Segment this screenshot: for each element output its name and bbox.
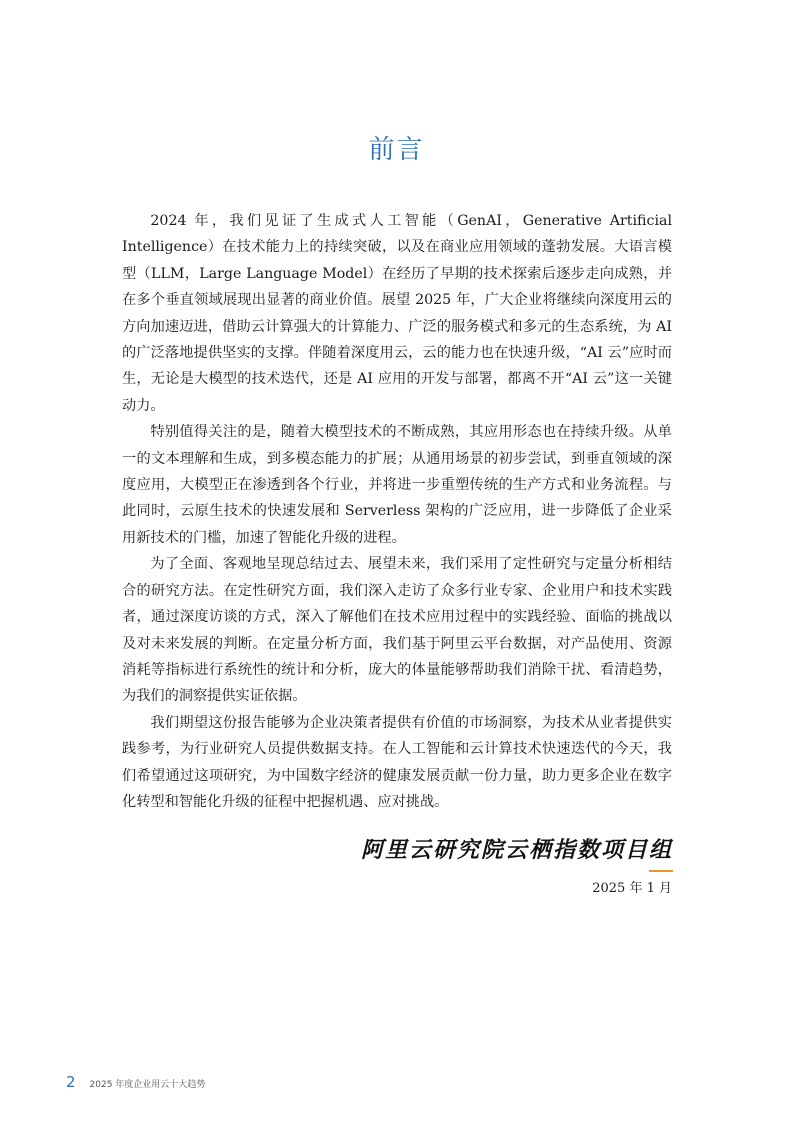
paragraph-4: 我们期望这份报告能够为企业决策者提供有价值的市场洞察，为技术从业者提供实践参考，为行业研究人员提供数据支持。在人工智能和云计算技术快速迭代的今天，我们希望通过这项研究，为中国数字经济的健康发展贡献一份力量，助力更多企业在数字化转型和智能化升级的征程中把握机遇、应对挑战。 (122, 714, 672, 810)
date: 2025 年 1 月 (592, 881, 672, 896)
paragraph-2: 特别值得关注的是，随着大模型技术的不断成熟，其应用形态也在持续升级。从单一的文本理解和生成，到多模态能力的扩展；从通用场景的初步尝试，到垂直领域的深度应用，大模型正在渗透到各个行业，并将进一步重塑传统的生产方式和业务流程。与此同时，云原生技术的快速发展和 Serverless 架构的广泛应用，进一步降低了企业采用新技术的门槛，加速了智能化升级的进程。 (122, 424, 672, 546)
footer-report-title: 2025 年度企业用云十大趋势 (89, 1080, 206, 1090)
signature: 阿里云研究院云栖指数项目组 (360, 837, 673, 863)
signature-accent-rule (649, 870, 673, 872)
paragraph-3: 为了全面、客观地呈现总结过去、展望未来，我们采用了定性研究与定量分析相结合的研究方法。在定性研究方面，我们深入走访了众多行业专家、企业用户和技术实践者，通过深度访谈的方式，深入了解他们在技术应用过程中的实践经验、面临的挑战以及对未来发展的判断。在定量分析方面，我们基于阿里云平台数据，对产品使用、资源消耗等指标进行系统性的统计和分析，庞大的体量能够帮助我们消除干扰、看清趋势，为我们的洞察提供实证依据。 (122, 556, 672, 705)
page-footer (66, 1073, 205, 1093)
page-title: 前言 (368, 135, 425, 166)
preface-body (122, 208, 672, 815)
paragraph-1: 2024 年，我们见证了生成式人工智能（GenAI，Generative Artificial Intelligence）在技术能力上的持续突破，以及在商业应用领域的蓬勃发展。大语言模型（LLM，Large Language Model）在经历了早期的技术探索后逐步走向成熟，并在多个垂直领域展现出显著的商业价值。展望 2025 年，广大企业将继续向深度用云的方向加速迈进，借助云计算强大的计算能力、广泛的服务模式和多元的生态系统，为 AI 的广泛落地提供坚实的支撑。伴随着深度用云，云的能力也在快速升级，“AI 云”应时而生，无论是大模型的技术迭代，还是 AI 应用的开发与部署，都离不开“AI 云”这一关键动力。 (122, 213, 672, 414)
page-number: 2 (66, 1073, 76, 1091)
